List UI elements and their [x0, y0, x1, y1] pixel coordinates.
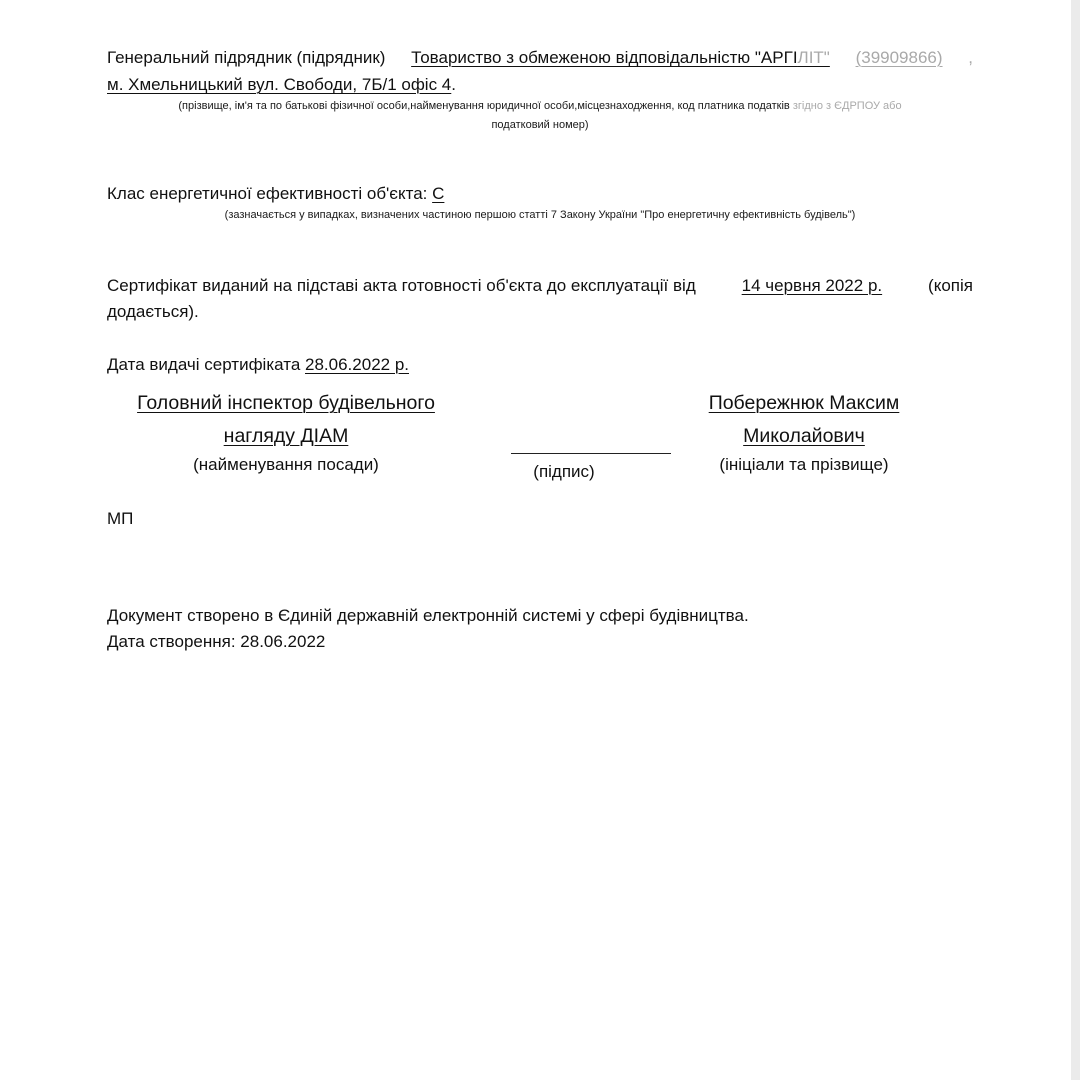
- signer-name-line2: Миколайович: [743, 425, 865, 447]
- contractor-label: Генеральний підрядник (підрядник): [107, 48, 386, 67]
- certificate-basis-line2: додається).: [107, 302, 199, 321]
- position-line1: Головний інспектор будівельного: [137, 392, 435, 414]
- contractor-name-faint: ЛІТ": [797, 48, 830, 67]
- stamp-place: МП: [107, 509, 134, 528]
- contractor-address: м. Хмельницький вул. Свободи, 7Б/1 офіс 4: [107, 75, 452, 94]
- certificate-basis-date: 14 червня 2022 р.: [741, 276, 883, 295]
- page-gutter: [1071, 0, 1080, 1080]
- energy-class-label: Клас енергетичної ефективності об'єкта:: [107, 184, 428, 203]
- issue-date-value: 28.06.2022 р.: [305, 355, 409, 374]
- energy-class-line: [107, 181, 444, 207]
- certificate-basis-copy: (копія: [928, 276, 973, 295]
- contractor-line: [107, 45, 973, 71]
- contractor-code-value: 39909866): [861, 48, 943, 67]
- issue-date-line: [107, 352, 409, 378]
- contractor-note-main: (прізвище, ім'я та по батькові фізичної особи,найменування юридичної особи,місцезнаходження, код платника податків: [178, 100, 790, 112]
- contractor-name-main: Товариство з обмеженою відповідальністю "АРГІ: [411, 48, 798, 67]
- signer-name: [684, 387, 924, 453]
- contractor-code: [856, 45, 943, 71]
- issue-date-label: Дата видачі сертифіката: [107, 355, 301, 374]
- contractor-note-line2: податковий номер): [491, 119, 589, 131]
- certificate-basis-line: [107, 273, 973, 299]
- contractor-name: [411, 45, 830, 71]
- position-caption: (найменування посади): [193, 455, 379, 474]
- signer-name-caption: (ініціали та прізвище): [719, 455, 889, 474]
- contractor-address-dot: .: [451, 75, 457, 94]
- energy-class-note: (зазначається у випадках, визначених частиною першою статті 7 Закону України "Про енергетичну ефективність будівель"): [224, 209, 856, 221]
- contractor-note-faint: згідно з ЄДРПОУ або: [789, 100, 902, 112]
- signer-name-line1: Побережнюк Максим: [708, 392, 900, 414]
- position-line2: нагляду ДІАМ: [223, 425, 349, 447]
- contractor-address-line: [107, 72, 456, 98]
- footer-system-note: Документ створено в Єдиній державній електронній системі у сфері будівництва.: [107, 606, 749, 625]
- contractor-code-open: (: [855, 48, 862, 67]
- signature-line: [511, 453, 671, 454]
- position-title: [106, 387, 466, 453]
- signature-caption: (підпис): [533, 462, 595, 481]
- energy-class-value: С: [432, 184, 445, 203]
- contractor-note: [107, 97, 973, 116]
- certificate-basis-text: Сертифікат виданий на підставі акта готовності об'єкта до експлуатації від: [107, 276, 696, 295]
- footer-creation-date: Дата створення: 28.06.2022: [107, 632, 326, 651]
- contractor-comma: ,: [968, 48, 973, 67]
